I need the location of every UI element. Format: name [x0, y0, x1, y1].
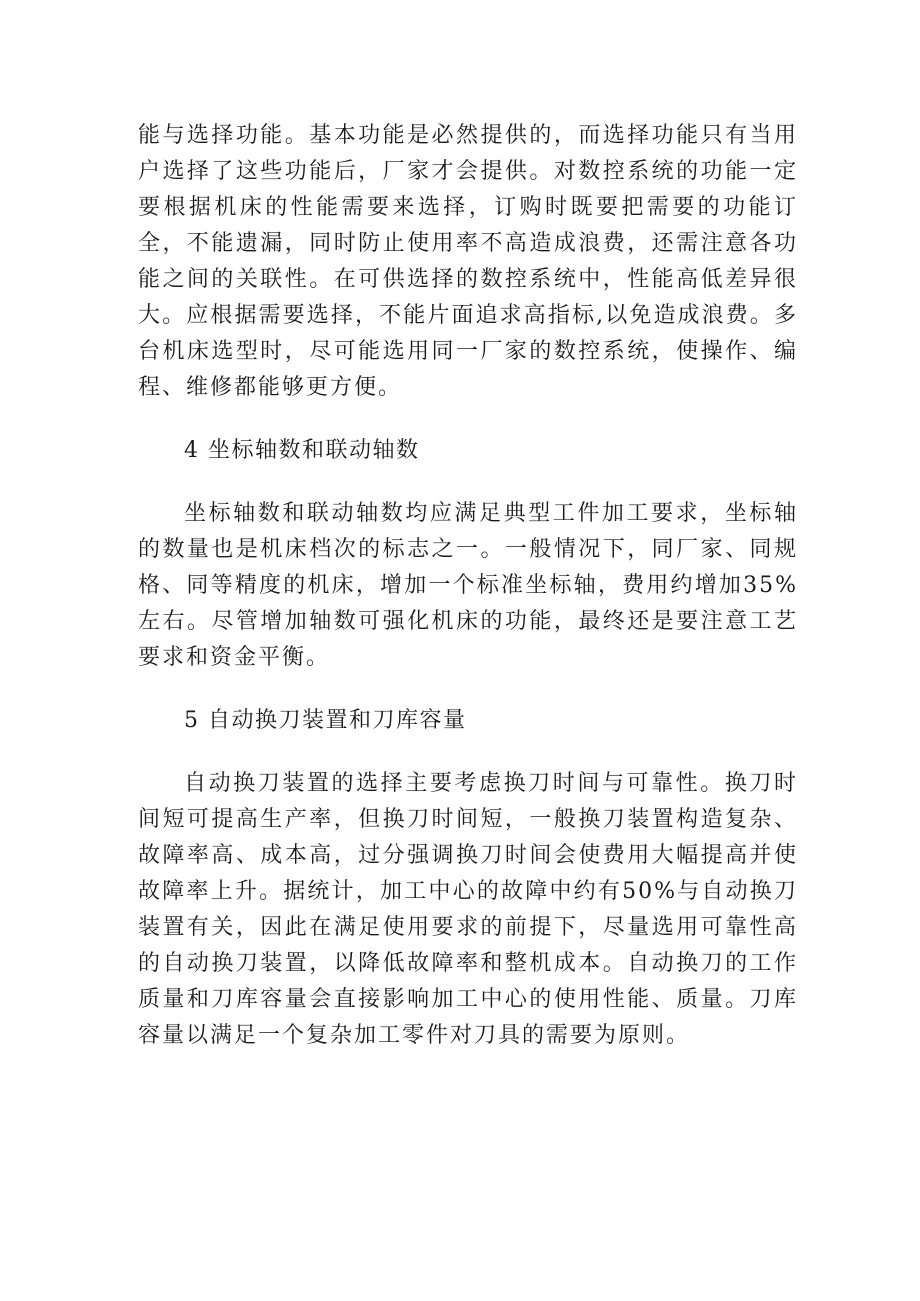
section-heading-tool-changer: 5 自动换刀装置和刀库容量: [184, 708, 467, 733]
paragraph-axes: 坐标轴数和联动轴数均应满足典型工件加工要求，坐标轴的数量也是机床档次的标志之一。一般情况下，同厂家、同规格、同等精度的机床，增加一个标准坐标轴，费用约增加35%左右。尽管增加轴数可强化机床的功能，最终还是要注意工艺要求和资金平衡。: [138, 501, 798, 670]
section-heading-axes: 4 坐标轴数和联动轴数: [184, 438, 420, 463]
paragraph-tool-changer: 自动换刀装置的选择主要考虑换刀时间与可靠性。换刀时间短可提高生产率，但换刀时间短，一般换刀装置构造复杂、故障率高、成本高，过分强调换刀时间会使费用大幅提高并使故障率上升。据统计，加工中心的故障中约有50%与自动换刀装置有关，因此在满足使用要求的前提下，尽量选用可靠性高的自动换刀装置，以降低故障率和整机成本。自动换刀的工作质量和刀库容量会直接影响加工中心的使用性能、质量。刀库容量以满足一个复杂加工零件对刀具的需要为原则。: [138, 771, 798, 1048]
paragraph-system-functions: 能与选择功能。基本功能是必然提供的，而选择功能只有当用户选择了这些功能后，厂家才会提供。对数控系统的功能一定要根据机床的性能需要来选择，订购时既要把需要的功能订全，不能遗漏，同时防止使用率不高造成浪费，还需注意各功能之间的关联性。在可供选择的数控系统中，性能高低差异很大。应根据需要选择，不能片面追求高指标,以免造成浪费。多台机床选型时，尽可能选用同一厂家的数控系统，使操作、编程、维修都能够更方便。: [138, 123, 798, 400]
document-body: [138, 118, 798, 1054]
